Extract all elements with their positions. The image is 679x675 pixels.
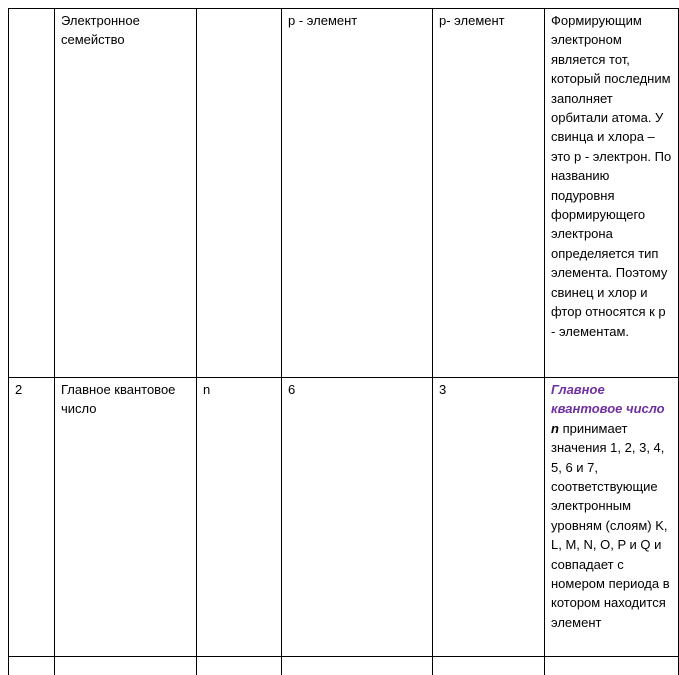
term-symbol: n [551,420,559,436]
element-b-value-cell: р- элемент [433,9,545,378]
explanation-text: принимает значения 1, 2, 3, 4, 5, 6 и 7, соответствующие электронным уровням (слоям) K, L, M, N, O, P и Q и совпадает с номером периода в котором находится элемент [551,420,670,630]
table-row [9,9,679,378]
symbol-cell [197,9,282,378]
row-number-cell: 2 [9,378,55,657]
table-cell [282,657,433,675]
table-cell [433,657,545,675]
table-cell [197,657,282,675]
explanation-cell [545,378,679,657]
element-b-value-cell: 3 [433,378,545,657]
property-name-cell: Главное квантовое число [55,378,197,657]
element-a-value-cell: р - элемент [282,9,433,378]
table-row [9,378,679,657]
explanation-cell: Формирующим электроном является тот, который последним заполняет орбитали атома. У свинца и хлора – это р - электрон. По названию подуровня формирующего электрона определяется тип элемента. Поэтому свинец и хлор и фтор относятся к р - элементам. [545,9,679,378]
table-cell [545,657,679,675]
symbol-cell: n [197,378,282,657]
row-number-cell [9,9,55,378]
element-a-value-cell: 6 [282,378,433,657]
table-cell [55,657,197,675]
table-cell [9,657,55,675]
term-highlight: Главное квантовое число [551,382,665,417]
property-name-cell: Электронное семейство [55,9,197,378]
properties-table [8,8,679,675]
table-row-partial [9,657,679,675]
